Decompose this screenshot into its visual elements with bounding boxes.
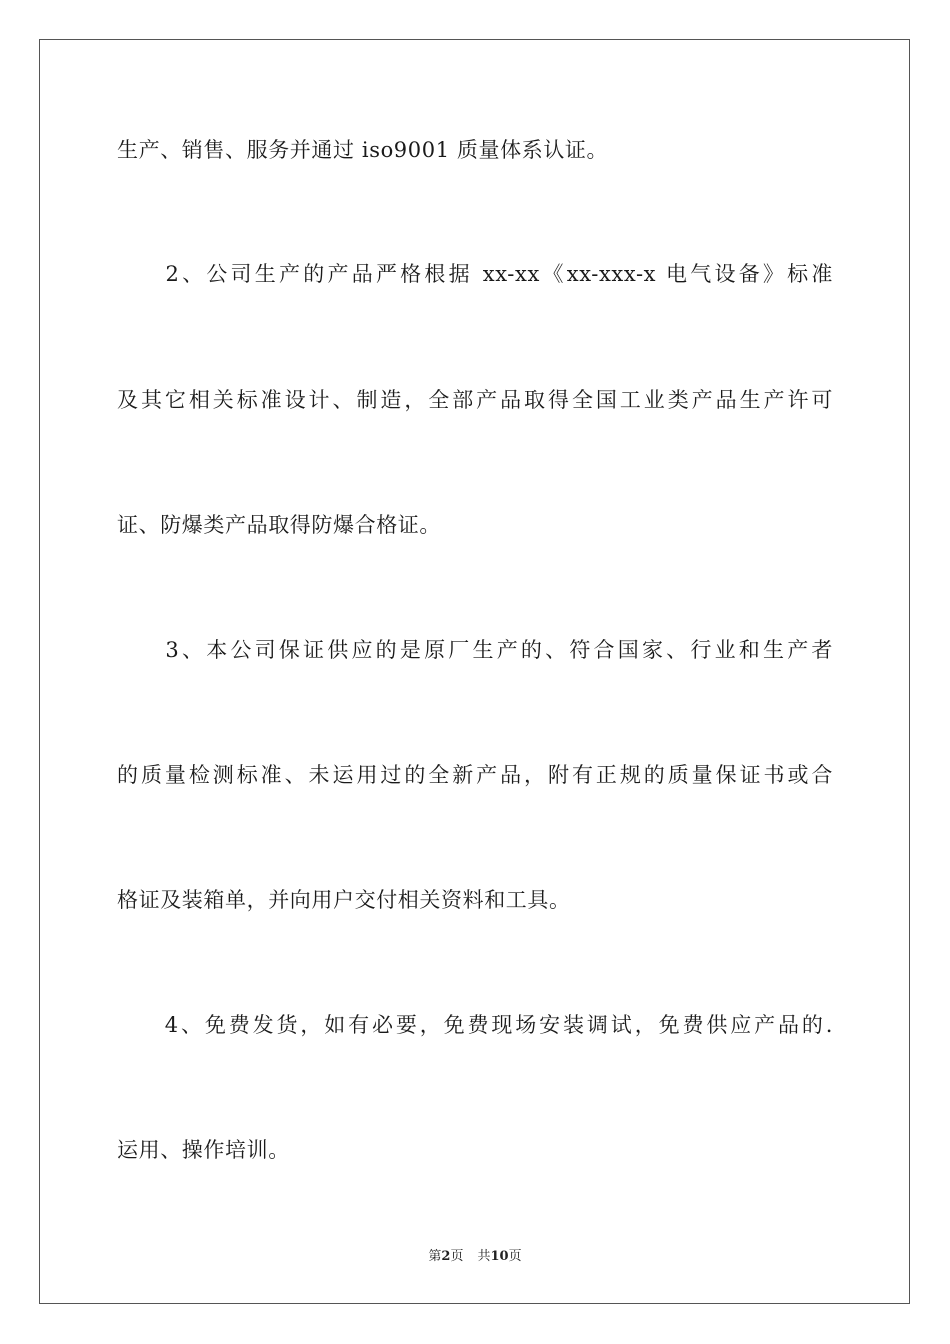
text-line-2: 2、公司生产的产品严格根据 xx-xx《xx-xxx-x 电气设备》标准 [117,262,833,286]
footer-page-number: 2 [441,1249,451,1264]
footer-total-pages: 10 [490,1249,509,1264]
text-line-4: 证、防爆类产品取得防爆合格证。 [117,513,441,537]
text-line-1: 生产、销售、服务并通过 iso9001 质量体系认证。 [117,138,609,162]
footer-total-prefix: 共 [477,1249,491,1264]
text-line-3: 及其它相关标准设计、制造，全部产品取得全国工业类产品生产许可 [117,388,833,412]
text-line-8: 4、免费发货，如有必要，免费现场安装调试，免费供应产品的. [117,1013,833,1037]
page-border [39,39,910,1304]
footer-page-suffix: 页 [450,1249,464,1264]
footer-page-prefix: 第 [428,1249,442,1264]
footer-total-suffix: 页 [508,1249,522,1264]
text-line-5: 3、本公司保证供应的是原厂生产的、符合国家、行业和生产者 [117,638,833,662]
text-line-9: 运用、操作培训。 [117,1138,290,1162]
text-line-6: 的质量检测标准、未运用过的全新产品，附有正规的质量保证书或合 [117,763,833,787]
text-line-7: 格证及装箱单，并向用户交付相关资料和工具。 [117,888,571,912]
page-footer [0,1248,950,1266]
